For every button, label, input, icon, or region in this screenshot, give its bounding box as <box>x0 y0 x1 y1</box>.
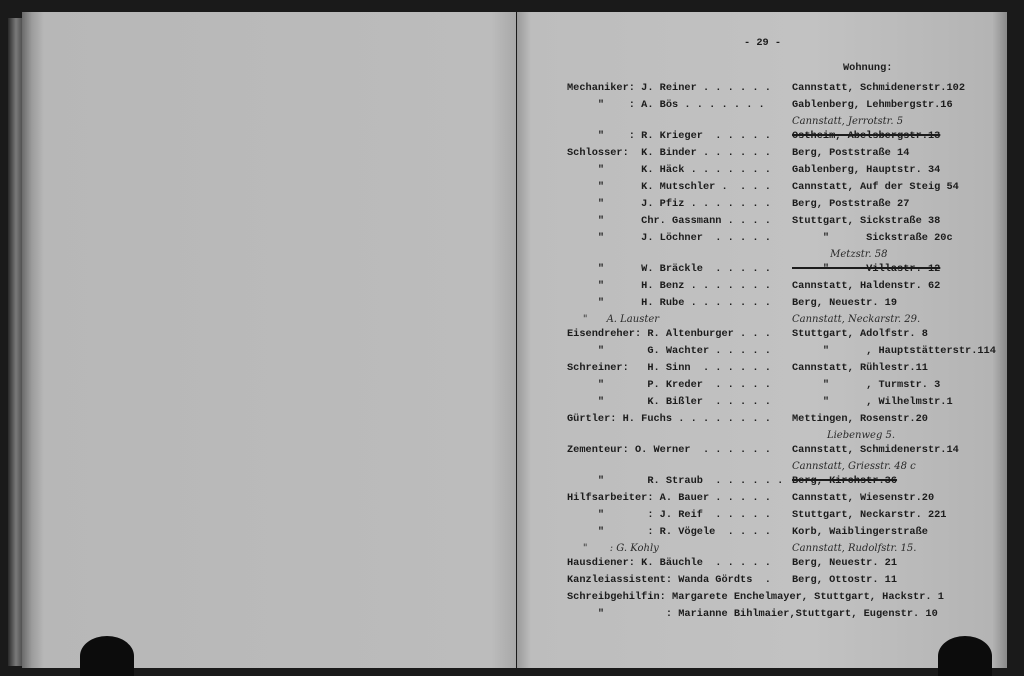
row-address: Cannstatt, Rühlestr.11 <box>792 362 928 374</box>
row-address-struck: Berg, Kirchstr.36 <box>792 475 898 487</box>
row-name: Gürtler: H. Fuchs . . . . . . . . <box>567 413 771 425</box>
row-address: Mettingen, Rosenstr.20 <box>792 413 928 425</box>
handwritten-address-correction: Cannstatt, Rudolfstr. 15. <box>792 543 917 554</box>
row-name: " R. Straub . . . . . . <box>567 475 784 487</box>
row-name: " : R. Vögele . . . . <box>567 526 771 538</box>
row-name: " H. Rube . . . . . . . <box>567 297 771 309</box>
row-address: Stuttgart, Adolfstr. 8 <box>792 328 928 340</box>
row-address: Cannstatt, Schmidenerstr.14 <box>792 444 959 456</box>
row-address: Stuttgart, Neckarstr. 221 <box>792 509 947 521</box>
row-name: " : Marianne Bihlmaier,Stuttgart, Eugenstr. 10 <box>567 608 938 620</box>
page-clip-left <box>80 636 134 676</box>
row-name: " G. Wachter . . . . . <box>567 345 771 357</box>
row-address: Cannstatt, Auf der Steig 54 <box>792 181 959 193</box>
row-name: Kanzleiassistent: Wanda Gördts . <box>567 574 771 586</box>
row-address: Gablenberg, Hauptstr. 34 <box>792 164 941 176</box>
row-address: Gablenberg, Lehmbergstr.16 <box>792 99 953 111</box>
row-name: " J. Pfiz . . . . . . . <box>567 198 771 210</box>
row-name: " K. Häck . . . . . . . <box>567 164 771 176</box>
row-address: Korb, Waiblingerstraße <box>792 526 928 538</box>
row-address: Berg, Poststraße 14 <box>792 147 910 159</box>
row-name: Mechaniker: J. Reiner . . . . . . <box>567 82 771 94</box>
row-name: Schreibgehilfin: Margarete Enchelmayer, Stuttgart, Hackstr. 1 <box>567 591 944 603</box>
row-address-struck: Ostheim, Abelsbergstr.13 <box>792 130 941 142</box>
row-name: " K. Mutschler . . . . <box>567 181 771 193</box>
page-clip-right <box>938 636 992 676</box>
handwritten-address-correction: Cannstatt, Jerrotstr. 5 <box>792 116 904 127</box>
row-address-struck: " Villastr. 12 <box>792 263 941 275</box>
row-address: Cannstatt, Wiesenstr.20 <box>792 492 935 504</box>
handwritten-address-correction: Cannstatt, Griesstr. 48 c <box>792 461 916 472</box>
row-name: " J. Löchner . . . . . <box>567 232 771 244</box>
row-address: " , Wilhelmstr.1 <box>792 396 953 408</box>
row-name: Schlosser: K. Binder . . . . . . <box>567 147 771 159</box>
row-name: Hausdiener: K. Bäuchle . . . . . <box>567 557 771 569</box>
row-address: Berg, Neuestr. 19 <box>792 297 898 309</box>
row-address: Cannstatt, Schmidenerstr.102 <box>792 82 966 94</box>
row-name: " K. Bißler . . . . . <box>567 396 771 408</box>
left-page-blank <box>22 12 516 668</box>
row-address: Berg, Poststraße 27 <box>792 198 910 210</box>
row-name: Hilfsarbeiter: A. Bauer . . . . . <box>567 492 771 504</box>
row-name: Schreiner: H. Sinn . . . . . . <box>567 362 771 374</box>
row-address: " , Hauptstätterstr.114 <box>792 345 996 357</box>
row-address: Berg, Ottostr. 11 <box>792 574 898 586</box>
column-header-wohnung: Wohnung: <box>843 62 893 74</box>
handwritten-name-insert: " A. Lauster <box>567 314 660 325</box>
handwritten-name-insert: " : G. Kohly <box>567 543 659 554</box>
row-name: " W. Bräckle . . . . . <box>567 263 771 275</box>
row-address: " , Turmstr. 3 <box>792 379 941 391</box>
row-name: Eisendreher: R. Altenburger . . . <box>567 328 771 340</box>
row-name: Zementeur: O. Werner . . . . . . <box>567 444 771 456</box>
row-name: " H. Benz . . . . . . . <box>567 280 771 292</box>
row-name: " : J. Reif . . . . . <box>567 509 771 521</box>
row-name: " P. Kreder . . . . . <box>567 379 771 391</box>
handwritten-address-correction: Metzstr. 58 <box>792 249 888 260</box>
row-address: Berg, Neuestr. 21 <box>792 557 898 569</box>
row-name: " : A. Bös . . . . . . . <box>567 99 765 111</box>
row-address: " Sickstraße 20c <box>792 232 953 244</box>
row-name: " Chr. Gassmann . . . . <box>567 215 771 227</box>
row-name: " : R. Krieger . . . . . <box>567 130 771 142</box>
page-number: - 29 - <box>744 37 782 49</box>
handwritten-address-correction: Cannstatt, Neckarstr. 29. <box>792 314 921 325</box>
handwritten-address-correction: Liebenweg 5. <box>792 430 896 441</box>
row-address: Stuttgart, Sickstraße 38 <box>792 215 941 227</box>
row-address: Cannstatt, Haldenstr. 62 <box>792 280 941 292</box>
